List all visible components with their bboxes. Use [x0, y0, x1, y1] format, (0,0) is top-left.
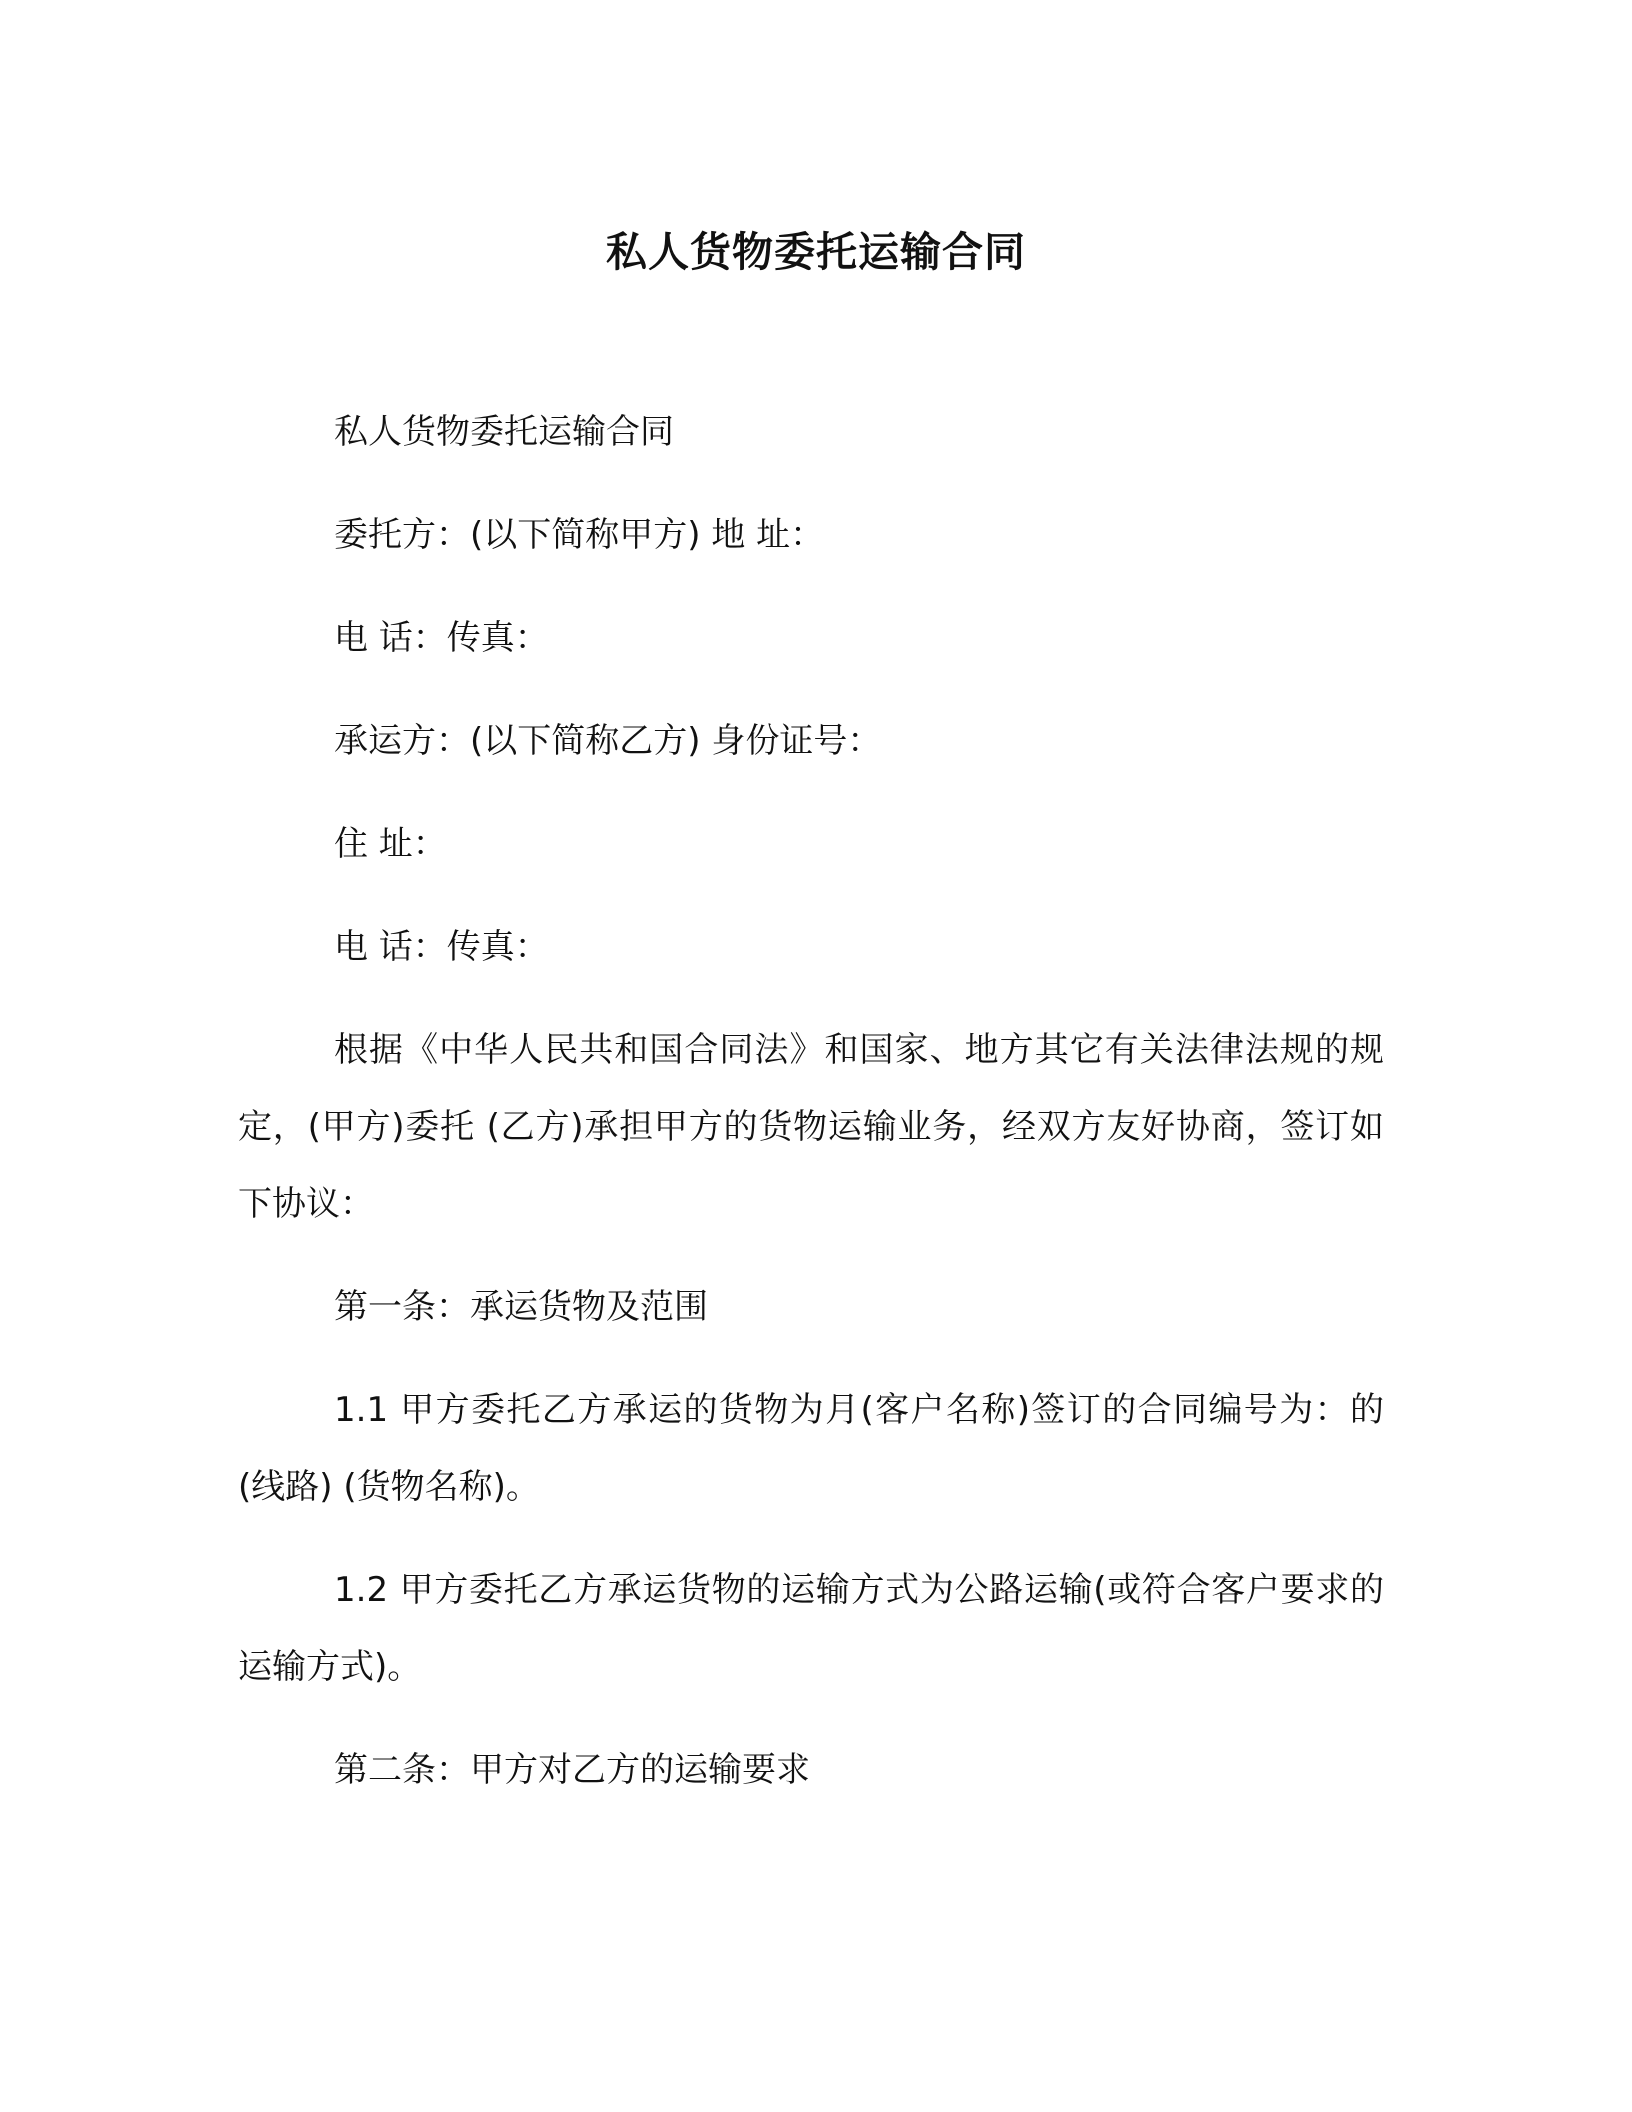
clause-1-2: 1.2 甲方委托乙方承运货物的运输方式为公路运输(或符合客户要求的运输方式)。 — [238, 1570, 1384, 1687]
client-party-line: 委托方：(以下简称甲方) 地 址： — [334, 515, 825, 555]
clause-1-1: 1.1 甲方委托乙方承运的货物为月(客户名称)签订的合同编号为：的 (线路) (货物名称)。 — [238, 1390, 1384, 1507]
client-phone-fax-line: 电 话：传真： — [334, 618, 549, 658]
contract-subtitle: 私人货物委托运输合同 — [334, 412, 674, 452]
article-2-heading: 第二条：甲方对乙方的运输要求 — [334, 1750, 810, 1790]
carrier-address-line: 住 址： — [334, 824, 447, 864]
carrier-party-line: 承运方：(以下简称乙方) 身份证号： — [334, 721, 882, 761]
article-1-heading: 第一条：承运货物及范围 — [334, 1287, 708, 1327]
document-body — [238, 394, 1384, 1835]
legal-basis-paragraph: 根据《中华人民共和国合同法》和国家、地方其它有关法律法规的规定，(甲方)委托 (乙方)承担甲方的货物运输业务，经双方友好协商，签订如下协议： — [238, 1030, 1384, 1224]
document-title: 私人货物委托运输合同 — [606, 228, 1026, 276]
carrier-phone-fax-line: 电 话：传真： — [334, 927, 549, 967]
